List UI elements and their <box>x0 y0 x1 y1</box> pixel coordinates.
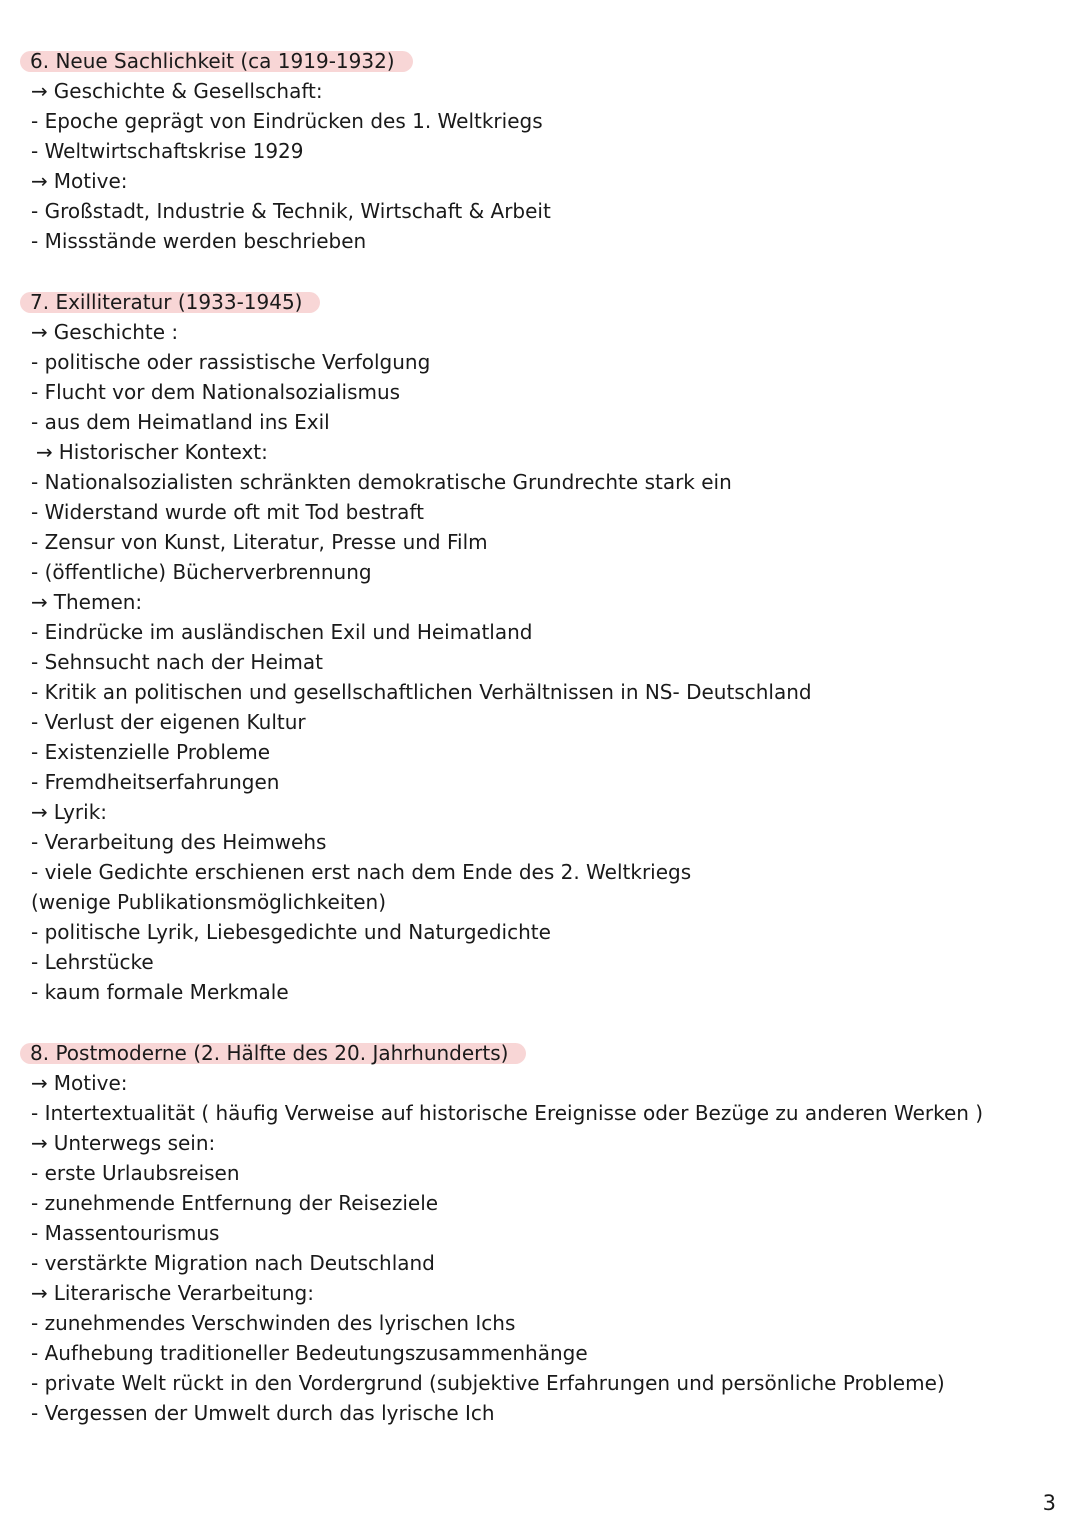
bullet-line: - Missstände werden beschrieben <box>31 229 367 253</box>
arrow-right-icon: → <box>31 1071 48 1095</box>
bullet-line: - Massentourismus <box>31 1221 220 1245</box>
bullet-line: - Verarbeitung des Heimwehs <box>31 830 327 854</box>
subheading <box>31 317 1051 347</box>
section-title: 6. Neue Sachlichkeit (ca 1919-1932) <box>30 46 395 76</box>
section <box>31 287 1051 1007</box>
bullet-line: - politische Lyrik, Liebesgedichte und Naturgedichte <box>31 920 551 944</box>
subheading-label: Unterwegs sein: <box>53 1131 216 1155</box>
bullet-line: - verstärkte Migration nach Deutschland <box>31 1251 435 1275</box>
bullet-line: (wenige Publikationsmöglichkeiten) <box>31 890 387 914</box>
section-title: 8. Postmoderne (2. Hälfte des 20. Jahrhunderts) <box>30 1038 508 1068</box>
section <box>31 1038 1051 1428</box>
subheading-label: Literarische Verarbeitung: <box>53 1281 314 1305</box>
bullet-line: - Intertextualität ( häufig Verweise auf historische Ereignisse oder Bezüge zu anderen Werken ) <box>31 1101 984 1125</box>
bullet-line: - Nationalsozialisten schränkten demokratische Grundrechte stark ein <box>31 470 732 494</box>
section <box>31 46 1051 256</box>
bullet-line: - Fremdheitserfahrungen <box>31 770 280 794</box>
subheading <box>31 1068 1051 1098</box>
bullet-line: - Zensur von Kunst, Literatur, Presse und Film <box>31 530 488 554</box>
subheading <box>31 1278 1051 1308</box>
section-title: 7. Exilliteratur (1933-1945) <box>30 287 302 317</box>
bullet-line: - Epoche geprägt von Eindrücken des 1. Weltkriegs <box>31 109 543 133</box>
arrow-right-icon: → <box>31 320 48 344</box>
bullet-line: - (öffentliche) Bücherverbrennung <box>31 560 372 584</box>
subheading-label: Lyrik: <box>53 800 108 824</box>
arrow-right-icon: → <box>31 800 48 824</box>
arrow-right-icon: → <box>31 169 48 193</box>
bullet-line: - politische oder rassistische Verfolgung <box>31 350 431 374</box>
bullet-line: - Flucht vor dem Nationalsozialismus <box>31 380 401 404</box>
bullet-line: - erste Urlaubsreisen <box>31 1161 240 1185</box>
subheading-label: Geschichte & Gesellschaft: <box>53 79 323 103</box>
bullet-line: - Vergessen der Umwelt durch das lyrische Ich <box>31 1401 495 1425</box>
bullet-line: - Großstadt, Industrie & Technik, Wirtschaft & Arbeit <box>31 199 551 223</box>
subheading <box>31 797 1051 827</box>
bullet-line: - private Welt rückt in den Vordergrund (subjektive Erfahrungen und persönliche Probleme) <box>31 1371 945 1395</box>
document-body <box>31 46 1051 1428</box>
arrow-right-icon: → <box>36 440 53 464</box>
bullet-line: - zunehmende Entfernung der Reiseziele <box>31 1191 439 1215</box>
arrow-right-icon: → <box>31 79 48 103</box>
bullet-line: - Weltwirtschaftskrise 1929 <box>31 139 304 163</box>
bullet-line: - kaum formale Merkmale <box>31 980 289 1004</box>
bullet-line: - aus dem Heimatland ins Exil <box>31 410 330 434</box>
bullet-line: - Eindrücke im ausländischen Exil und Heimatland <box>31 620 533 644</box>
subheading-label: Motive: <box>53 169 128 193</box>
bullet-line: - Widerstand wurde oft mit Tod bestraft <box>31 500 424 524</box>
subheading-label: Themen: <box>53 590 143 614</box>
subheading-label: Geschichte : <box>53 320 179 344</box>
subheading-label: Motive: <box>53 1071 128 1095</box>
bullet-line: - Kritik an politischen und gesellschaftlichen Verhältnissen in NS- Deutschland <box>31 680 812 704</box>
arrow-right-icon: → <box>31 1131 48 1155</box>
bullet-line: - Lehrstücke <box>31 950 154 974</box>
page-number: 3 <box>1042 1491 1056 1515</box>
arrow-right-icon: → <box>31 590 48 614</box>
bullet-line: - Aufhebung traditioneller Bedeutungszusammenhänge <box>31 1341 588 1365</box>
bullet-line: - zunehmendes Verschwinden des lyrischen Ichs <box>31 1311 516 1335</box>
bullet-line: - viele Gedichte erschienen erst nach dem Ende des 2. Weltkriegs <box>31 860 692 884</box>
bullet-line: - Existenzielle Probleme <box>31 740 271 764</box>
arrow-right-icon: → <box>31 1281 48 1305</box>
subheading <box>31 1128 1051 1158</box>
subheading <box>31 76 1051 106</box>
subheading-label: Historischer Kontext: <box>58 440 268 464</box>
subheading <box>31 166 1051 196</box>
subheading <box>31 437 1051 467</box>
bullet-line: - Sehnsucht nach der Heimat <box>31 650 323 674</box>
bullet-line: - Verlust der eigenen Kultur <box>31 710 306 734</box>
subheading <box>31 587 1051 617</box>
